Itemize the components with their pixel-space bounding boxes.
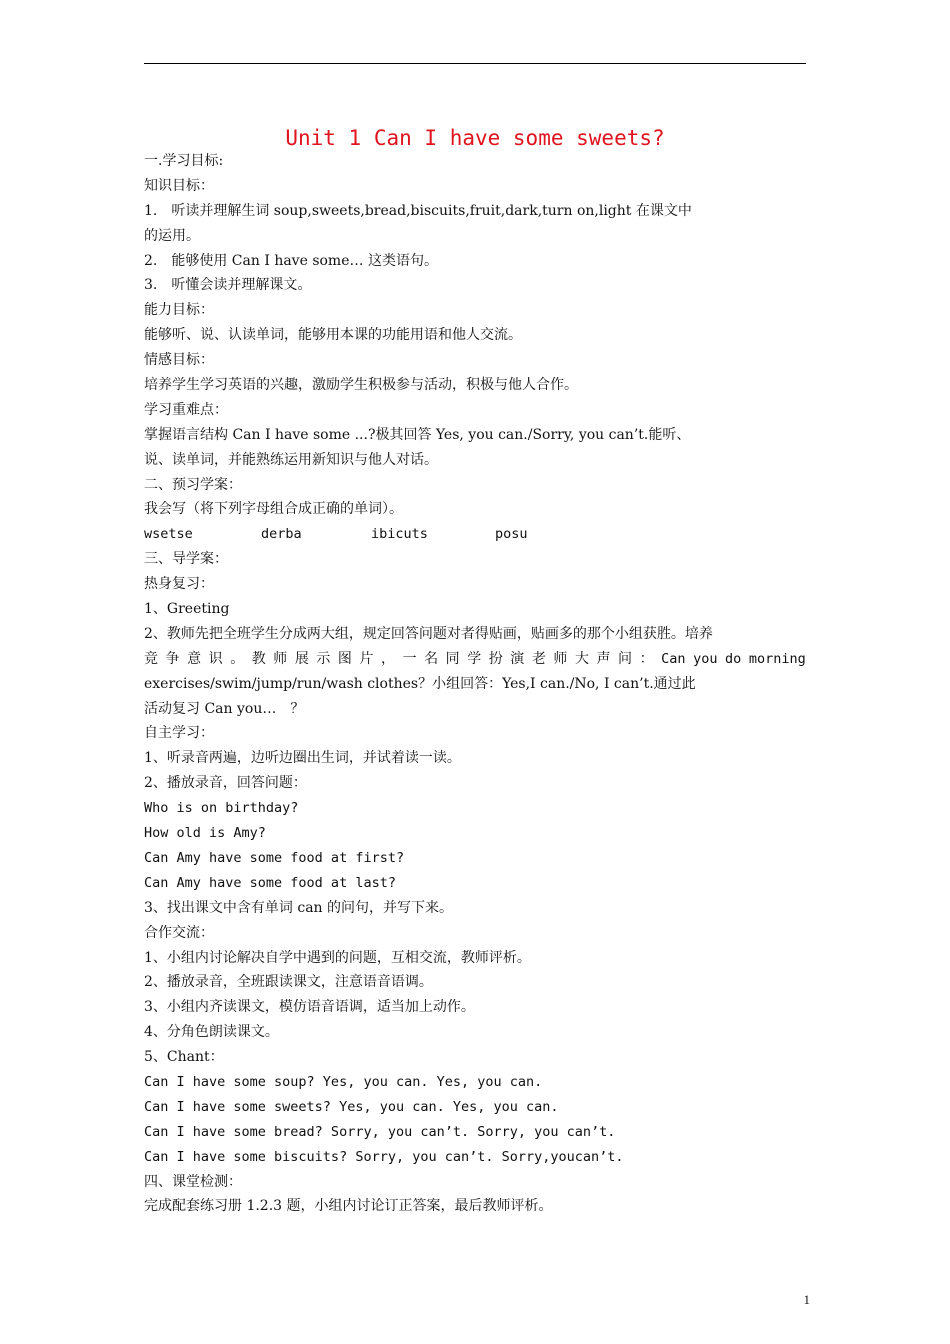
scrambled-word: posu <box>495 526 528 543</box>
text-line: 3、找出课文中含有单词 can 的问句，并写下来。 <box>144 899 454 916</box>
justified-token: morning <box>748 650 806 667</box>
page-title: Unit 1 Can I have some sweets? <box>285 126 665 150</box>
justified-token: 学 <box>467 650 482 667</box>
subheading: 自主学习： <box>144 725 214 742</box>
chant-line: Can I have some biscuits? Sorry, you can’t. Sorry,youcan’t. <box>144 1148 624 1165</box>
section-heading: 三、导学案： <box>144 551 228 568</box>
text-line: 2. 能够使用 Can I have some… 这类语句。 <box>144 252 438 269</box>
justified-token: 展 <box>294 650 309 667</box>
justified-token: 。 <box>230 650 245 667</box>
justified-token: 演 <box>510 650 525 667</box>
justified-token: 同 <box>445 650 460 667</box>
section-heading: 二、预习学案： <box>144 476 242 493</box>
chant-line: Can I have some soup? Yes, you can. Yes, you can. <box>144 1073 543 1090</box>
question-line: Who is on birthday? <box>144 800 299 817</box>
justified-token: 师 <box>273 650 288 667</box>
text-line: 说、读单词，并能熟练运用新知识与他人对话。 <box>144 451 438 468</box>
header-rule <box>144 63 806 64</box>
justified-token: 一 <box>402 650 417 667</box>
text-line: 1、Greeting <box>144 601 230 618</box>
justified-token: 教 <box>251 650 266 667</box>
justified-token: 扮 <box>488 650 503 667</box>
justified-token: you <box>693 650 718 667</box>
text-line: 2、播放录音，回答问题： <box>144 775 307 792</box>
text-line: 2、教师先把全班学生分成两大组，规定回答问题对者得贴画，贴画多的那个小组获胜。培养 <box>144 625 713 642</box>
scrambled-word: wsetse <box>144 526 193 543</box>
justified-token: 老 <box>531 650 546 667</box>
subheading: 知识目标： <box>144 177 214 194</box>
text-line: exercises/swim/jump/run/wash clothes？小组回答：Yes,I can./No, I can’t.通过此 <box>144 675 696 692</box>
subheading: 情感目标： <box>144 352 214 369</box>
justified-token: ： <box>639 650 654 667</box>
justified-token: 师 <box>553 650 568 667</box>
text-line: 3. 听懂会读并理解课文。 <box>144 277 312 294</box>
scrambled-word: derba <box>261 526 302 543</box>
document-body <box>144 149 806 1219</box>
justified-token: do <box>725 650 742 667</box>
question-line: How old is Amy? <box>144 825 266 842</box>
justified-token: 声 <box>596 650 611 667</box>
justified-token: 大 <box>574 650 589 667</box>
justified-token: 图 <box>337 650 352 667</box>
page-number: 1 <box>803 1292 810 1307</box>
chant-line: Can I have some bread? Sorry, you can’t. Sorry, you can’t. <box>144 1123 616 1140</box>
subheading: 能力目标： <box>144 302 214 319</box>
justified-token: ， <box>381 650 396 667</box>
justified-token: 竞 <box>144 650 158 667</box>
question-line: Can Amy have some food at last? <box>144 874 396 891</box>
subheading: 合作交流： <box>144 924 214 941</box>
text-line: 掌握语言结构 Can I have some ...?极其回答 Yes, you can./Sorry, you can’t.能听、 <box>144 426 691 443</box>
text-line: 3、小组内齐读课文，模仿语音语调，适当加上动作。 <box>144 999 475 1016</box>
justified-token: 片 <box>359 650 374 667</box>
text-line: 活动复习 Can you… ？ <box>144 700 305 717</box>
text-line: 1、听录音两遍，边听边圈出生词，并试着读一读。 <box>144 750 461 767</box>
text-line: 2、播放录音，全班跟读课文，注意语音语调。 <box>144 974 433 991</box>
justified-text-line <box>144 647 806 672</box>
text-line: 能够听、说、认读单词，能够用本课的功能用语和他人交流。 <box>144 327 522 344</box>
subheading: 热身复习： <box>144 576 214 593</box>
scrambled-words-row <box>144 522 806 547</box>
scrambled-word: ibicuts <box>371 526 428 543</box>
text-line: 的运用。 <box>144 227 200 244</box>
section-heading: 一.学习目标: <box>144 153 224 169</box>
question-line: Can Amy have some food at first? <box>144 849 405 866</box>
justified-token: 名 <box>424 650 439 667</box>
text-line: 完成配套练习册 1.2.3 题，小组内讨论订正答案，最后教师评析。 <box>144 1198 553 1215</box>
justified-token: 争 <box>165 650 180 667</box>
justified-token: 问 <box>618 650 633 667</box>
justified-token: 意 <box>187 650 202 667</box>
subheading: 学习重难点： <box>144 401 228 418</box>
text-line: 5、Chant： <box>144 1049 224 1066</box>
justified-token: 识 <box>208 650 223 667</box>
text-line: 培养学生学习英语的兴趣，激励学生积极参与活动，积极与他人合作。 <box>144 377 578 394</box>
chant-line: Can I have some sweets? Yes, you can. Yes, you can. <box>144 1098 559 1115</box>
text-line: 4、分角色朗读课文。 <box>144 1024 279 1041</box>
text-line: 1、小组内讨论解决自学中遇到的问题，互相交流，教师评析。 <box>144 949 531 966</box>
section-heading: 四、课堂检测： <box>144 1173 242 1190</box>
justified-token: Can <box>661 650 686 667</box>
text-line: 我会写（将下列字母组合成正确的单词）。 <box>144 501 403 518</box>
text-line: 1. 听读并理解生词 soup,sweets,bread,biscuits,fruit,dark,turn on,light 在课文中 <box>144 202 692 219</box>
justified-token: 示 <box>316 650 331 667</box>
